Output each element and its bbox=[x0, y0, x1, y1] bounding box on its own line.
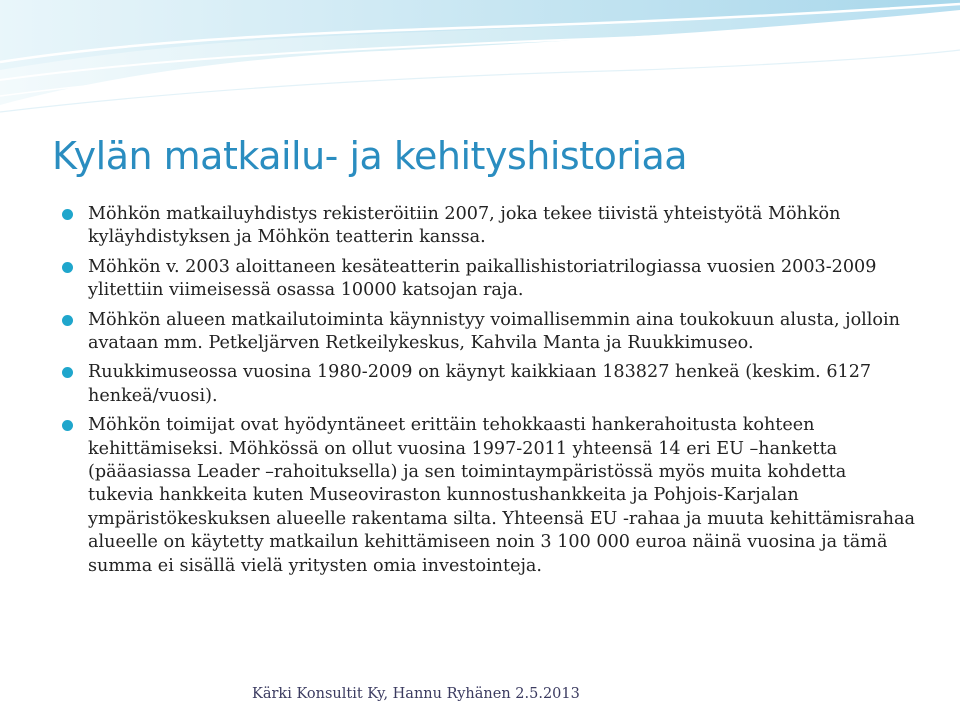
decorative-wave-header bbox=[0, 0, 960, 140]
bullet-item bbox=[56, 361, 916, 408]
bullet-dot-icon bbox=[62, 262, 73, 273]
bullet-text: Möhkön alueen matkailutoiminta käynnistyy voimallisemmin aina toukokuun alusta, jolloin avataan mm. Petkeljärven Retkeilykeskus, Kahvila Manta ja Ruukkimuseo. bbox=[88, 309, 900, 354]
bullet-item bbox=[56, 309, 916, 356]
slide-footer: Kärki Konsultit Ky, Hannu Ryhänen 2.5.2013 bbox=[252, 686, 580, 702]
bullet-item bbox=[56, 203, 916, 250]
bullet-item bbox=[56, 414, 916, 578]
bullet-list bbox=[56, 203, 916, 584]
bullet-text: Möhkön matkailuyhdistys rekisteröitiin 2007, joka tekee tiivistä yhteistyötä Möhkön kyläyhdistyksen ja Möhkön teatterin kanssa. bbox=[88, 204, 841, 248]
bullet-item bbox=[56, 256, 916, 303]
bullet-dot-icon bbox=[62, 209, 73, 220]
slide-title: Kylän matkailu- ja kehityshistoriaa bbox=[52, 134, 688, 178]
bullet-dot-icon bbox=[62, 315, 73, 326]
bullet-text: Ruukkimuseossa vuosina 1980-2009 on käynyt kaikkiaan 183827 henkeä (keskim. 6127 henkeä/vuosi). bbox=[88, 362, 872, 406]
bullet-text: Möhkön v. 2003 aloittaneen kesäteatterin paikallishistoriatrilogiassa vuosien 2003-2009 ylitettiin viimeisessä osassa 10000 katsojan raja. bbox=[88, 256, 877, 301]
bullet-dot-icon bbox=[62, 367, 73, 378]
bullet-text: Möhkön toimijat ovat hyödyntäneet erittäin tehokkaasti hankerahoitusta kohteen kehittämiseksi. Möhkössä on ollut vuosina 1997-2011 yhteensä 14 eri EU –hanketta (pääasiassa Leader –rahoituksella) ja sen toimintaympäristössä myös muita kohdetta tukevia hankkeita kuten Museoviraston kunnostushankkeita ja Pohjois-Karjalan ympäristökeskuksen alueelle rakentama silta. Yhteensä EU -rahaa ja muuta kehittämisrahaa alueelle on käytetty matkailun kehittämiseen noin 3 100 000 euroa näinä vuosina ja tämä summa ei sisällä vielä yritysten omia investointeja. bbox=[88, 415, 915, 576]
bullet-dot-icon bbox=[62, 420, 73, 431]
